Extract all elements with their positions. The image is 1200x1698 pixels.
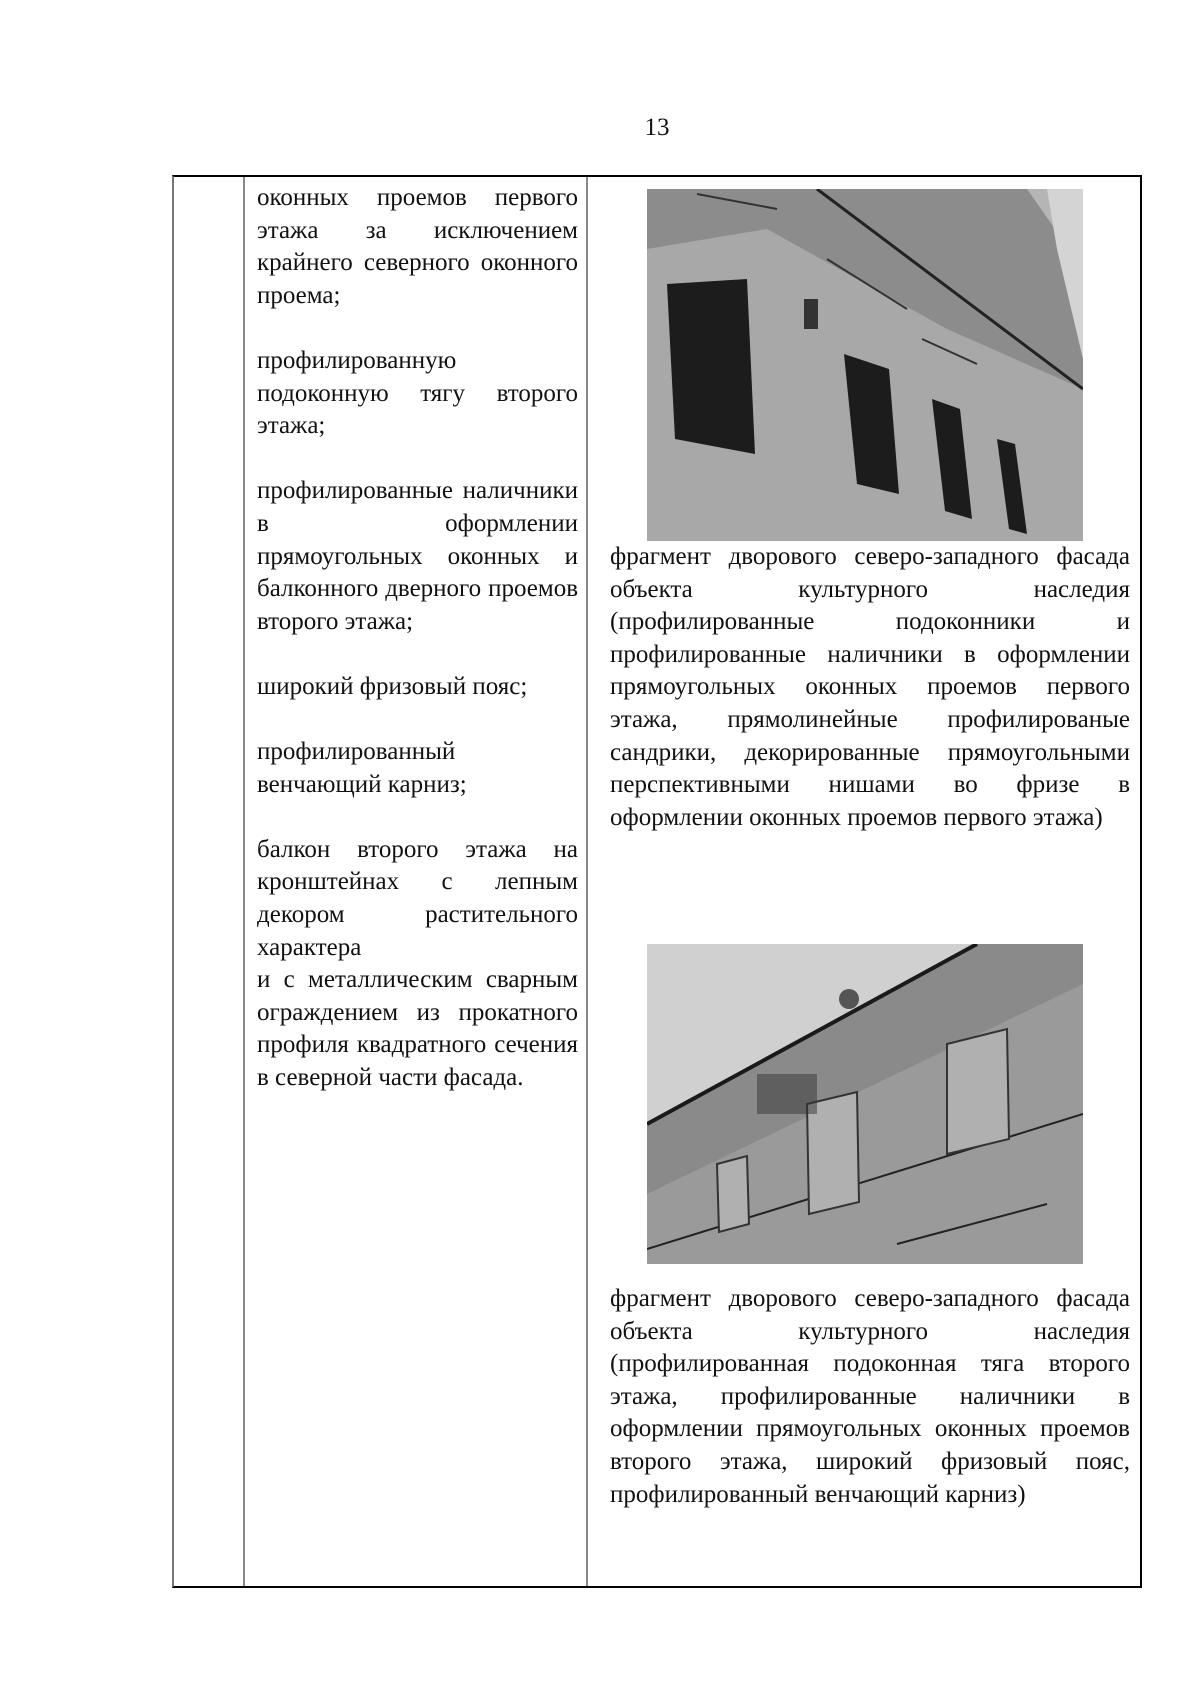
- photo-2-caption: фрагмент дворового северо-западного фасада объекта культурного наследия (профилированная подоконная тяга второго этажа, профилированные наличники в оформлении прямоугольных оконных проемов второго этажа, широкий фризовый пояс, профилированный венчающий карниз): [610, 1285, 1130, 1508]
- facade-photo-2: [647, 944, 1083, 1264]
- heritage-elements-table: [172, 175, 1142, 1588]
- element-text: оконных проемов первого этажа за исключением крайнего северного оконного проема;: [257, 184, 578, 309]
- photo-1-caption: фрагмент дворового северо-западного фасада объекта культурного наследия (профилированные подоконники и профилированные наличники в оформлении прямоугольных оконных проемов первого этажа, прямолинейные профилированые сандрики, декорированные прямоугольными перспективными нишами во фризе в оформлении оконных проемов первого этажа): [610, 543, 1130, 831]
- element-text: профилированную подоконную тягу второго этажа;: [257, 346, 578, 440]
- column-divider-2: [586, 177, 588, 1586]
- element-text: балкон второго этажа на кронштейнах с лепным декором растительного характера: [257, 835, 578, 961]
- protected-elements-cell: [257, 182, 578, 1095]
- page-number: 13: [644, 114, 670, 141]
- element-text: широкий фризовый пояс;: [257, 672, 528, 700]
- element-text: профилированный венчающий карниз;: [257, 738, 467, 798]
- element-text: и с металлическим сварным ограждением из прокатного профиля квадратного сечения в северной части фасада.: [257, 966, 578, 1092]
- column-divider-1: [243, 177, 245, 1586]
- element-text: профилированные наличники в оформлении прямоугольных оконных и балконного дверного проемов второго этажа;: [257, 477, 578, 635]
- facade-photo-1: [647, 189, 1083, 541]
